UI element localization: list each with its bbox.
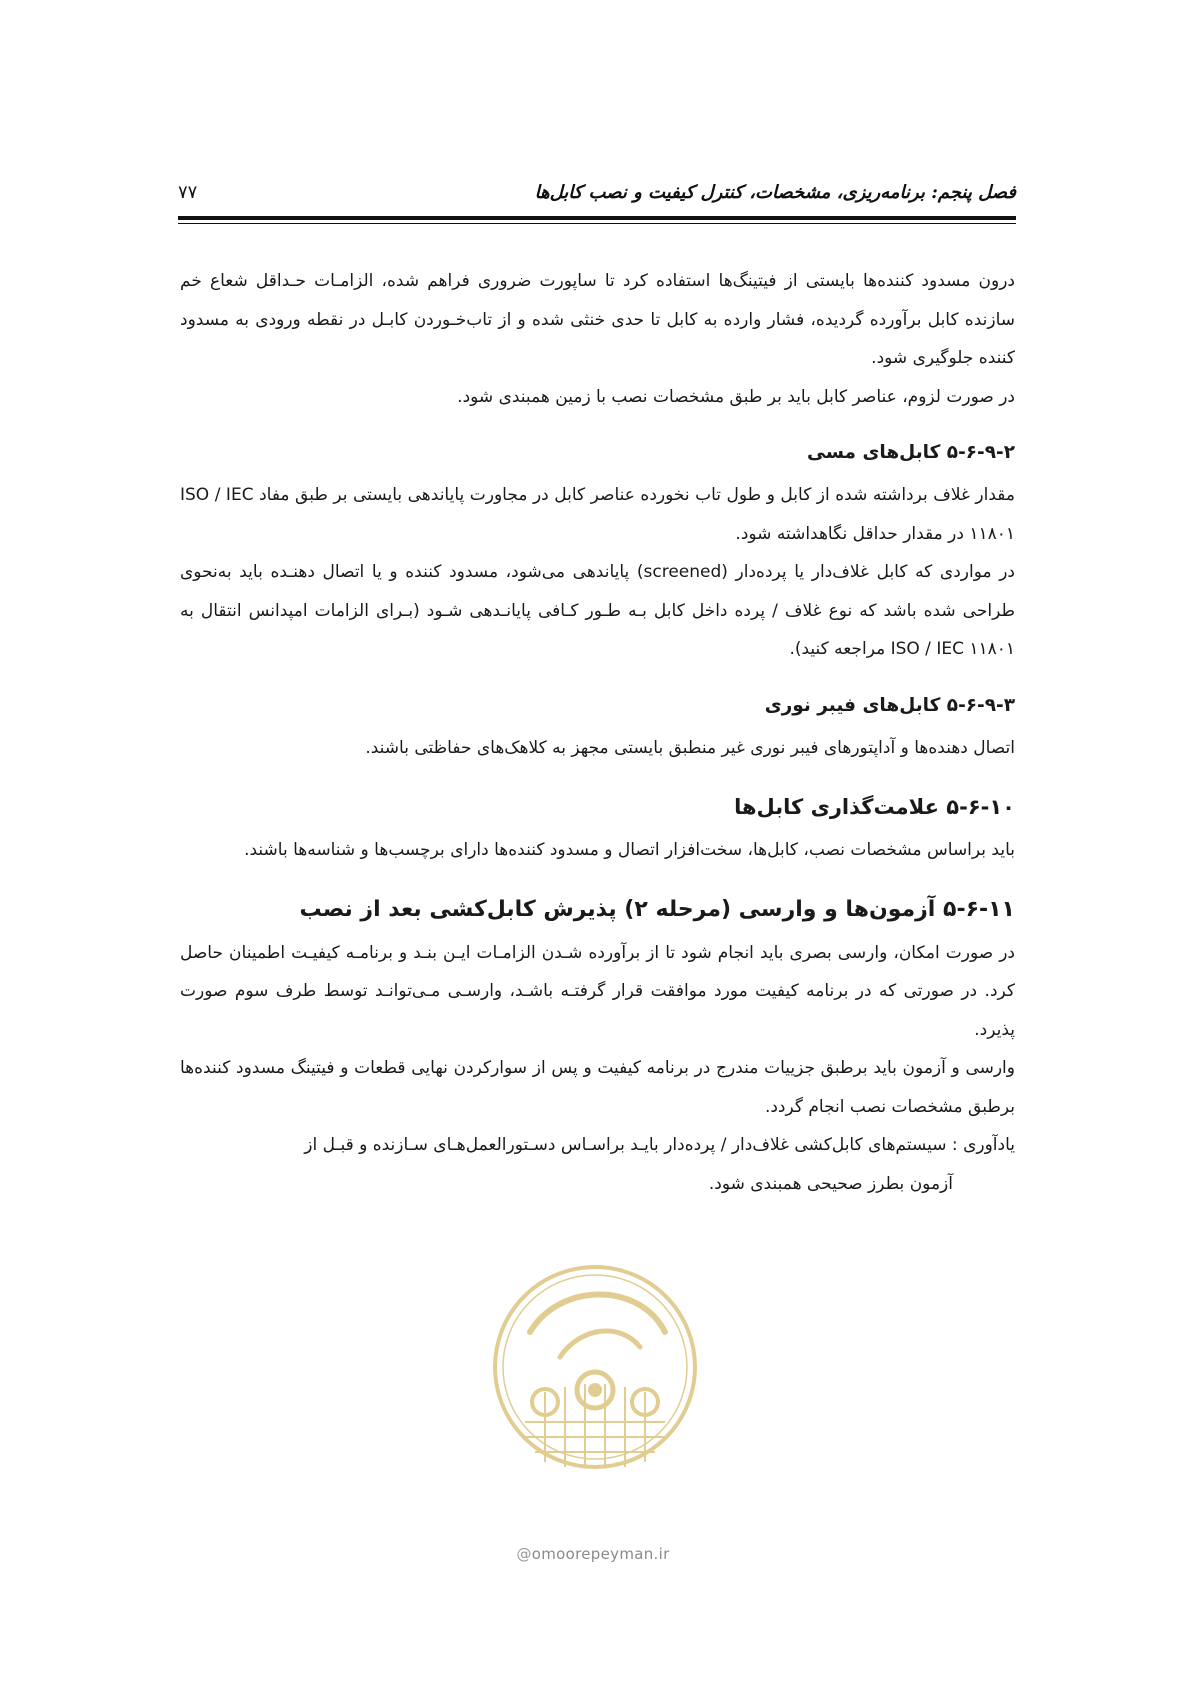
- paragraph-fiber-connectors: اتصال دهنده‌ها و آداپتورهای فیبر نوری غیر منطبق بایستی مجهز به کلاهک‌های حفاظتی باشند.: [365, 737, 1015, 758]
- paragraph-screened-cables: در مواردی که کابل غلاف‌دار یا پرده‌دار (screened) پایاندهی می‌شود، مسدود کننده و یا اتصال دهنـده باید به‌نحوی طراحی شده باشد که نوع غلاف / پرده داخل کابل بـه طـور کـافی پایانـدهی شـود (بـرای الزامات امپدانس انتقال به ISO / IEC ۱۱۸۰۱ مراجعه کنید).: [180, 562, 1015, 659]
- chapter-title: فصل پنجم: برنامه‌ریزی، مشخصات، کنترل کیفیت و نصب کابل‌ها: [534, 182, 1016, 203]
- watermark-seal-logo: [490, 1262, 700, 1472]
- note-bonding-continuation: آزمون بطرز صحیحی همبندی شود.: [708, 1173, 953, 1194]
- heading-cable-marking: ۵-۶-۱۰ علامت‌گذاری کابل‌ها: [734, 795, 1015, 819]
- paragraph-sheath-removal: مقدار غلاف برداشته شده از کابل و طول تاب نخورده عناصر کابل در مجاورت پایاندهی بایستی بر طبق مفاد ISO / IEC ۱۱۸۰۱ در مقدار حداقل نگاهداشته شود.: [180, 485, 1015, 544]
- heading-tests-inspection: ۵-۶-۱۱ آزمون‌ها و وارسی (مرحله ۲) پذیرش کابل‌کشی بعد از نصب: [299, 896, 1015, 922]
- paragraph-inspection-test: وارسی و آزمون باید برطبق جزییات مندرج در برنامه کیفیت و پس از سوارکردن نهایی قطعات و فیتینگ مسدود کننده‌ها برطبق مشخصات نصب انجام گردد.: [180, 1058, 1015, 1117]
- heading-copper-cables: ۵-۶-۹-۲ کابل‌های مسی: [807, 442, 1015, 463]
- watermark-url: @omoorepeyman.ir: [516, 1545, 670, 1563]
- header-rule-thick: [178, 216, 1016, 220]
- paragraph-visual-inspection: در صورت امکان، وارسی بصری باید انجام شود تا از برآورده شـدن الزامـات ایـن بنـد و برنامـه کیفیـت اطمینان حاصل کرد. در صورتی که در برنامه کیفیت مورد موافقت قرار گرفتـه باشـد، وارسـی مـی‌توانـد توسط طرف سوم صورت پذیرد.: [180, 942, 1015, 1040]
- header-rule-thin: [178, 223, 1016, 224]
- note-bonding: یادآوری : سیستم‌های کابل‌کشی غلاف‌دار / پرده‌دار بایـد براسـاس دسـتورالعمل‌هـای سـازنده و قبـل از: [304, 1135, 1015, 1155]
- at-icon: @: [516, 1545, 532, 1563]
- running-header: [178, 178, 1016, 212]
- paragraph-blockers-fittings: درون مسدود کننده‌ها بایستی از فیتینگ‌ها استفاده کرد تا ساپورت ضروری فراهم شده، الزامـات حـداقل شعاع خم سازنده کابل برآورده گردیده، فشار وارده به کابل تا حدی خنثی شده و از تاب‌خـوردن کابـل در نقطه ورودی به مسدود کننده جلوگیری شود.: [180, 271, 1015, 368]
- paragraph-labels: باید براساس مشخصات نصب، کابل‌ها، سخت‌افزار اتصال و مسدود کننده‌ها دارای برچسب‌ها و شناسه‌ها باشند.: [244, 840, 1015, 860]
- paragraph-bonding: در صورت لزوم، عناصر کابل باید بر طبق مشخصات نصب با زمین همبندی شود.: [457, 386, 1015, 407]
- heading-fiber-cables: ۵-۶-۹-۳ کابل‌های فیبر نوری: [764, 694, 1015, 716]
- page-content: [180, 262, 1015, 1203]
- page-number: ۷۷: [178, 182, 198, 203]
